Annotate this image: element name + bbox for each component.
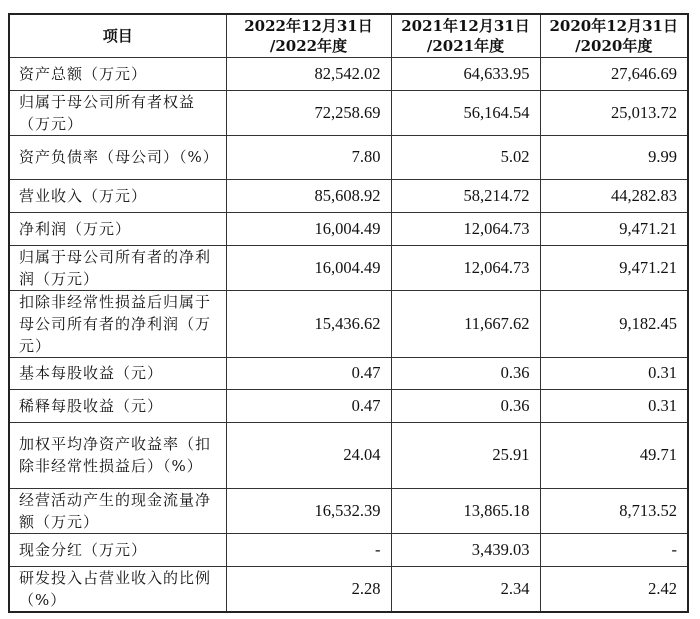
table-row (9, 135, 688, 179)
header-2022 (226, 14, 391, 57)
value-cell-2022: 82,542.02 (226, 57, 391, 90)
row-label: 基本每股收益（元） (9, 357, 226, 389)
row-label: 资产负债率（母公司）（%） (9, 135, 226, 179)
row-label: 经营活动产生的现金流量净额（万元） (9, 488, 226, 533)
value-cell-2020: - (540, 533, 688, 566)
value-cell-2020: 0.31 (540, 357, 688, 389)
header-item-text: 项目 (102, 26, 133, 45)
table-row (9, 179, 688, 212)
table-row (9, 212, 688, 245)
value-cell-2020: 44,282.83 (540, 179, 688, 212)
value-cell-2021: 2.34 (391, 566, 540, 612)
row-label: 净利润（万元） (9, 212, 226, 245)
value-cell-2022: 16,532.39 (226, 488, 391, 533)
table-row (9, 57, 688, 90)
value-cell-2021: 64,633.95 (391, 57, 540, 90)
header-2021 (391, 14, 540, 57)
row-label: 扣除非经常性损益后归属于母公司所有者的净利润（万元） (9, 290, 226, 357)
value-cell-2021: 0.36 (391, 389, 540, 422)
table-row (9, 566, 688, 612)
value-cell-2021: 5.02 (391, 135, 540, 179)
table-row (9, 90, 688, 135)
value-cell-2021: 56,164.54 (391, 90, 540, 135)
value-cell-2020: 25,013.72 (540, 90, 688, 135)
value-cell-2022: 7.80 (226, 135, 391, 179)
header-year: /2020年度 (575, 36, 653, 55)
row-label: 归属于母公司所有者的净利润（万元） (9, 245, 226, 290)
value-cell-2021: 3,439.03 (391, 533, 540, 566)
row-label: 现金分红（万元） (9, 533, 226, 566)
value-cell-2020: 49.71 (540, 422, 688, 488)
row-label: 归属于母公司所有者权益（万元） (9, 90, 226, 135)
value-cell-2021: 0.36 (391, 357, 540, 389)
header-date: 2020年12月31日 (549, 16, 678, 35)
value-cell-2021: 25.91 (391, 422, 540, 488)
value-cell-2022: 16,004.49 (226, 212, 391, 245)
row-label: 稀释每股收益（元） (9, 389, 226, 422)
header-date: 2022年12月31日 (244, 16, 373, 35)
table-row (9, 533, 688, 566)
value-cell-2022: 0.47 (226, 357, 391, 389)
table-row (9, 422, 688, 488)
header-year: /2022年度 (269, 36, 348, 55)
row-label: 加权平均净资产收益率（扣除非经常性损益后）（%） (9, 422, 226, 488)
value-cell-2022: 0.47 (226, 389, 391, 422)
value-cell-2020: 9.99 (540, 135, 688, 179)
table-row (9, 290, 688, 357)
financial-summary-table (8, 13, 689, 613)
value-cell-2021: 12,064.73 (391, 212, 540, 245)
value-cell-2022: 15,436.62 (226, 290, 391, 357)
table-row (9, 488, 688, 533)
header-date: 2021年12月31日 (401, 16, 530, 35)
value-cell-2020: 8,713.52 (540, 488, 688, 533)
value-cell-2021: 11,667.62 (391, 290, 540, 357)
header-row (9, 14, 688, 57)
value-cell-2022: 85,608.92 (226, 179, 391, 212)
row-label: 研发投入占营业收入的比例（%） (9, 566, 226, 612)
header-item (9, 14, 226, 57)
table-row (9, 245, 688, 290)
value-cell-2021: 12,064.73 (391, 245, 540, 290)
value-cell-2021: 58,214.72 (391, 179, 540, 212)
value-cell-2022: 72,258.69 (226, 90, 391, 135)
value-cell-2022: 2.28 (226, 566, 391, 612)
header-2020 (540, 14, 688, 57)
value-cell-2020: 9,471.21 (540, 245, 688, 290)
header-year: /2021年度 (426, 36, 505, 55)
table-row (9, 389, 688, 422)
value-cell-2022: - (226, 533, 391, 566)
value-cell-2022: 16,004.49 (226, 245, 391, 290)
value-cell-2020: 0.31 (540, 389, 688, 422)
row-label: 营业收入（万元） (9, 179, 226, 212)
value-cell-2020: 9,471.21 (540, 212, 688, 245)
value-cell-2022: 24.04 (226, 422, 391, 488)
value-cell-2020: 2.42 (540, 566, 688, 612)
value-cell-2021: 13,865.18 (391, 488, 540, 533)
row-label: 资产总额（万元） (9, 57, 226, 90)
value-cell-2020: 9,182.45 (540, 290, 688, 357)
value-cell-2020: 27,646.69 (540, 57, 688, 90)
table-row (9, 357, 688, 389)
